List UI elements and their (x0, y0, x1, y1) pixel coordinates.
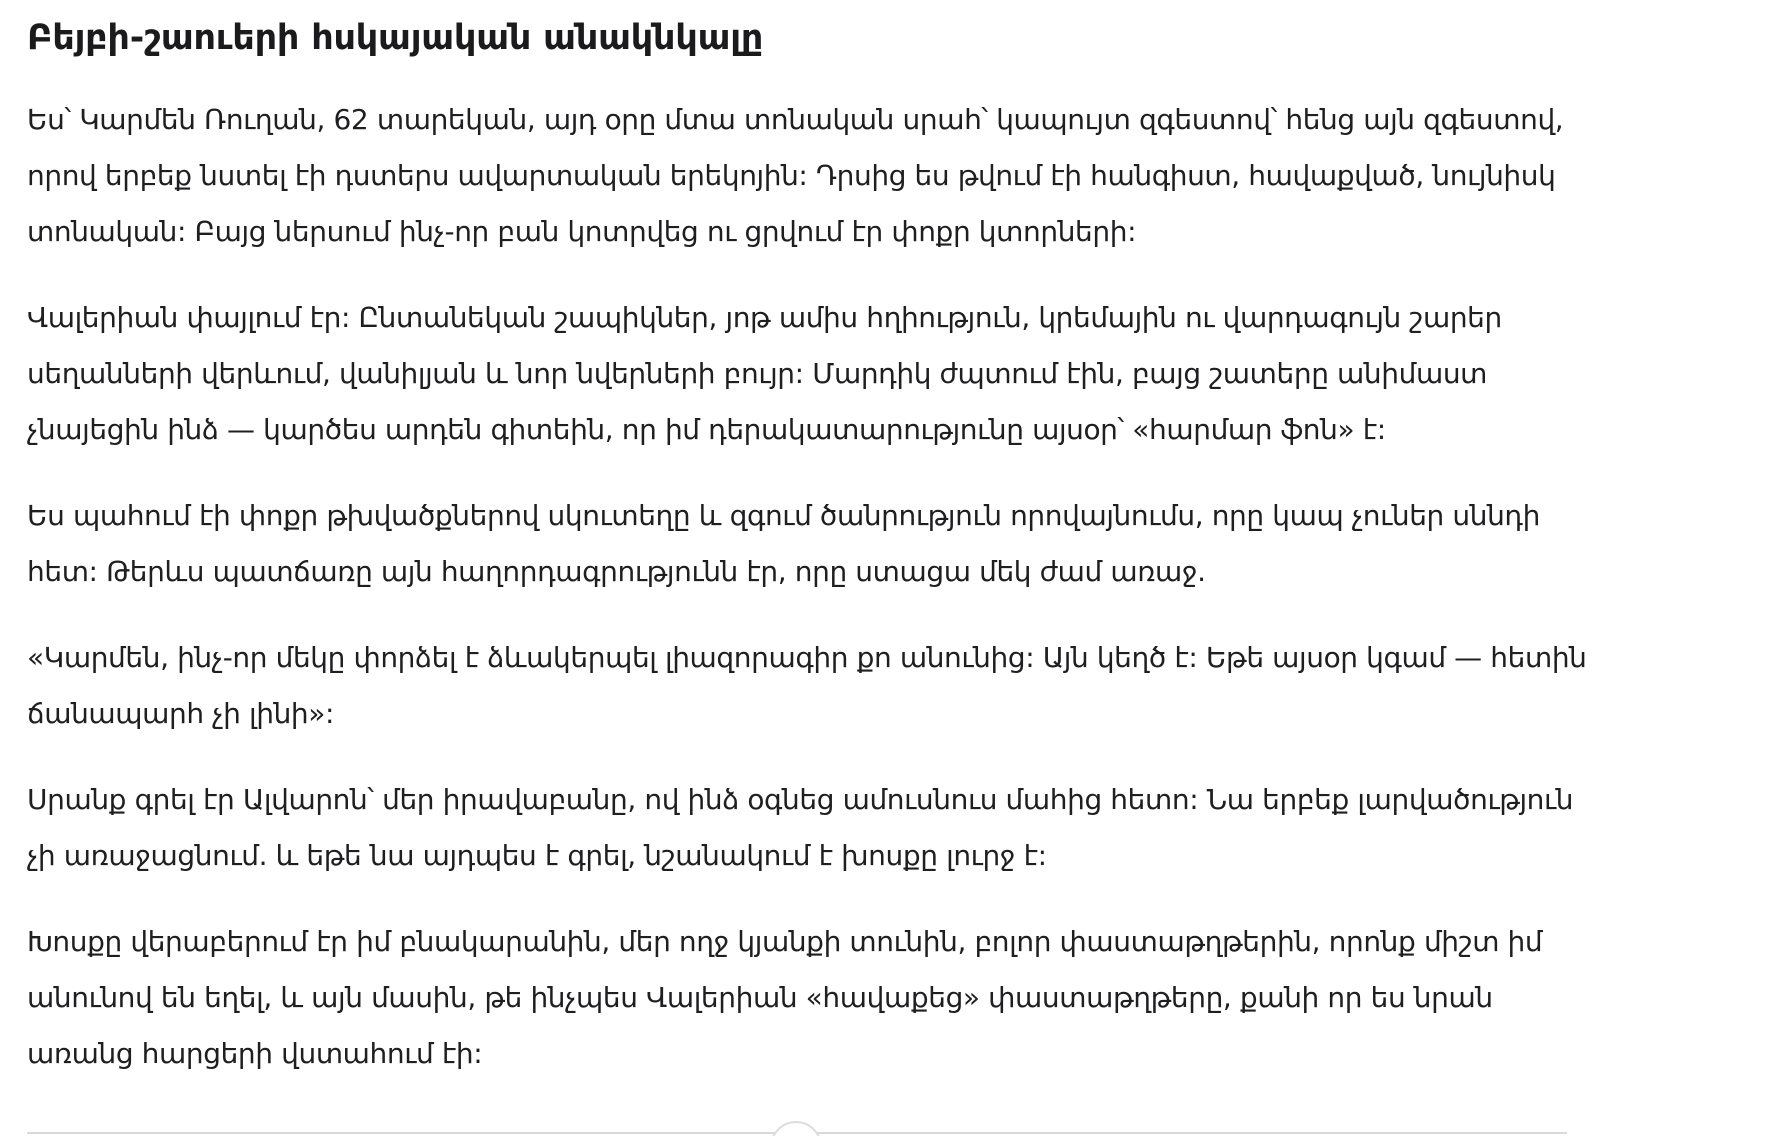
article-title: Բեյբի-շաուերի հսկայական անակնկալը (27, 18, 764, 58)
article-paragraph: Ես՝ Կարմեն Ռուղան, 62 տարեկան, այդ օրը մտա տոնական սրահ՝ կապույտ զգեստով՝ հենց այն զգեստով, որով երբեք նստել էի դստերս ավարտական երեկոյին: Դրսից ես թվում էի հանգիստ, հավաքված, նույնիսկ տոնական: Բայց ներսում ինչ-որ բան կոտրվեց ու ցրվում էր փոքր կտորների: (27, 103, 1564, 248)
article-paragraph: Ես պահում էի փոքր թխվածքներով սկուտեղը և զգում ծանրություն որովայնումս, որը կապ չուներ սննդի հետ: Թերևս պատճառը այն հաղորդագրությունն էր, որը ստացա մեկ ժամ առաջ. (27, 499, 1540, 588)
scroll-indicator[interactable] (770, 1121, 822, 1136)
article-paragraph: Խոսքը վերաբերում էր իմ բնակարանին, մեր ողջ կյանքի տունին, բոլոր փաստաթղթերին, որոնք միշտ իմ անունով են եղել, և այն մասին, թե ինչպես Վալերիան «հավաքեց» փաստաթղթերը, քանի որ ես նրան առանց հարցերի վստահում էի: (27, 925, 1543, 1070)
article-body (27, 92, 1592, 1082)
article-paragraph: Վալերիան փայլում էր: Ընտանեկան շապիկներ, յոթ ամիս հղիություն, կրեմային ու վարդագույն շարեր սեղանների վերևում, վանիլյան և նոր նվերների բույր: Մարդիկ ժպտում էին, բայց շատերը անիմաստ չնայեցին ինձ — կարծես արդեն գիտեին, որ իմ դերակատարությունը այսօր՝ «հարմար ֆոն» է: (27, 301, 1502, 446)
article-paragraph: Սրանք գրել էր Ալվարոն՝ մեր իրավաբանը, ով ինձ օգնեց ամուսնուս մահից հետո: Նա երբեք լարվածություն չի առաջացնում. և եթե նա այդպես է գրել, նշանակում է խոսքը լուրջ է: (27, 783, 1574, 872)
article (27, 12, 1592, 1112)
article-paragraph: «Կարմեն, ինչ-որ մեկը փորձել է ձևակերպել լիազորագիր քո անունից: Այն կեղծ է: Եթե այսօր կգամ — հետին ճանապարհ չի լինի»: (27, 641, 1587, 730)
